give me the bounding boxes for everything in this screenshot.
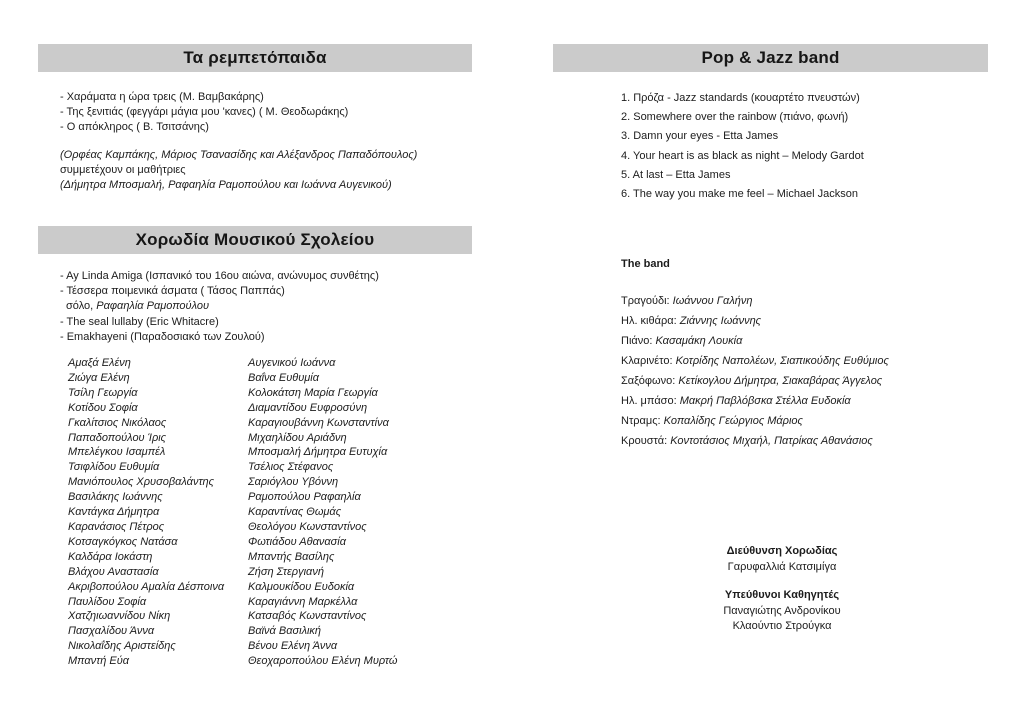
choir-member: Παπαδοπούλου Ίρις bbox=[68, 431, 167, 444]
choir-section-header bbox=[38, 226, 472, 254]
band-member-names: Κοτρίδης Ναπολέων, Σιαπικούδης Ευθύμιος bbox=[675, 355, 889, 367]
choir-member: Ραμοπούλου Ραφαηλία bbox=[248, 491, 361, 504]
choir-song-list bbox=[60, 269, 379, 345]
performers-line-3: (Δήμητρα Μποσμαλή, Ραφαηλία Ραμοπούλου και Ιωάννα Αυγενικού) bbox=[60, 179, 392, 192]
band-member-names: Ζιάννης Ιωάννης bbox=[679, 315, 762, 327]
band-role: Ντραμς: bbox=[621, 415, 661, 427]
band-member-names: Μακρή Παβλόβσκα Στέλλα Ευδοκία bbox=[679, 395, 851, 407]
choir-member: Ζήση Στεργιανή bbox=[248, 565, 324, 578]
choir-member: Καραγιάννη Μαρκέλλα bbox=[248, 595, 358, 608]
choir-member: Τσέλιος Στέφανος bbox=[248, 461, 334, 474]
rebetika-section-header bbox=[38, 44, 472, 72]
song-line: - Τέσσερα ποιμενικά άσματα ( Τάσος Παππάς) bbox=[60, 285, 285, 298]
choir-member: Αμαξά Ελένη bbox=[68, 357, 131, 369]
pop-jazz-title: Pop & Jazz band bbox=[701, 48, 840, 67]
choir-member: Βαΐνα Ευθυμία bbox=[248, 371, 320, 384]
band-role: Ηλ. κιθάρα: bbox=[621, 315, 677, 327]
choir-member: Αυγενικού Ιωάννα bbox=[248, 357, 336, 369]
solo-name: Ραφαηλία Ραμοπούλου bbox=[96, 300, 210, 313]
rebetika-title: Τα ρεμπετόπαιδα bbox=[183, 48, 327, 67]
song-line: - Ο απόκληρος ( Β. Τσιτσάνης) bbox=[60, 121, 209, 134]
choir-member: Μποσμαλή Δήμητρα Ευτυχία bbox=[248, 446, 388, 459]
right-page bbox=[553, 0, 988, 723]
band-role: Πιάνο: bbox=[621, 335, 653, 347]
song-line: - Ay Linda Amiga (Ισπανικό του 16ου αιώνα, ανώνυμος συνθέτης) bbox=[60, 270, 379, 282]
solo-note bbox=[60, 299, 379, 314]
band-member-names: Κοντοτάσιος Μιχαήλ, Πατρίκας Αθανάσιος bbox=[670, 435, 873, 447]
choir-member: Ζιώγα Ελένη bbox=[68, 371, 130, 384]
choir-member: Κατσαβός Κωνσταντίνος bbox=[248, 610, 367, 623]
choir-member: Θεολόγου Κωνσταντίνος bbox=[248, 520, 367, 533]
choir-member: Καλδάρα Ιοκάστη bbox=[68, 550, 153, 563]
choir-member: Βένου Ελένη Άννα bbox=[248, 640, 338, 653]
choir-member: Κοτσαγκόγκος Νατάσα bbox=[68, 535, 178, 548]
choir-songs-part1 bbox=[60, 269, 379, 299]
choir-member: Κοτίδου Σοφία bbox=[68, 401, 138, 414]
band-member-line bbox=[621, 291, 889, 311]
band-member-names: Κοπαλίδης Γεώργιος Μάριος bbox=[663, 415, 803, 427]
performers-line-1: (Ορφέας Καμπάκης, Μάριος Τσανασίδης και Αλέξανδρος Παπαδόπουλος) bbox=[60, 149, 418, 161]
band-member-line bbox=[621, 331, 889, 351]
choir-songs-part2 bbox=[60, 315, 379, 345]
setlist-item: 2. Somewhere over the rainbow (πιάνο, φωνή) bbox=[621, 111, 849, 124]
band-member-names: Ιωάννου Γαλήνη bbox=[672, 295, 753, 307]
choir-member: Μπαντή Εύα bbox=[68, 655, 130, 668]
teachers-label: Υπεύθυνοι Καθηγητές bbox=[724, 589, 840, 601]
setlist-item: 6. The way you make me feel – Michael Jackson bbox=[621, 188, 859, 201]
choir-members-column-1 bbox=[68, 356, 246, 669]
band-heading: The band bbox=[621, 258, 670, 270]
choir-member: Βασιλάκης Ιωάννης bbox=[68, 491, 163, 504]
teacher-name: Κλαούντιο Στρούγκα bbox=[732, 620, 832, 632]
choir-member: Βλάχου Αναστασία bbox=[68, 565, 159, 578]
choir-member: Πασχαλίδου Άννα bbox=[68, 625, 155, 638]
band-member-line bbox=[621, 351, 889, 371]
pop-jazz-section-header bbox=[553, 44, 988, 72]
band-role: Ηλ. μπάσο: bbox=[621, 395, 677, 407]
choir-member: Καλμουκίδου Ευδοκία bbox=[248, 580, 355, 593]
choir-member: Θεοχαροπούλου Ελένη Μυρτώ bbox=[248, 655, 398, 668]
choir-member: Μπαντής Βασίλης bbox=[248, 550, 335, 563]
choir-member: Τσίλη Γεωργία bbox=[68, 386, 138, 399]
setlist-item: 5. At last – Etta James bbox=[621, 168, 731, 181]
pop-jazz-setlist bbox=[621, 89, 864, 204]
choir-member: Μανιόπουλος Χρυσοβαλάντης bbox=[68, 476, 215, 489]
setlist-item: 4. Your heart is as black as night – Melody Gardot bbox=[621, 149, 864, 162]
band-member-list bbox=[621, 291, 889, 451]
performers-line-2: συμμετέχουν οι μαθήτριες bbox=[60, 164, 186, 177]
choir-member: Χατζηιωαννίδου Νίκη bbox=[68, 610, 171, 623]
song-line: - Emakhayeni (Παραδοσιακό των Ζουλού) bbox=[60, 330, 265, 343]
choir-member: Ακριβοπούλου Αμαλία Δέσποινα bbox=[68, 580, 225, 593]
choir-member: Καραγιουβάννη Κωνσταντίνα bbox=[248, 416, 389, 429]
left-page bbox=[38, 0, 472, 723]
teacher-name: Παναγιώτης Ανδρονίκου bbox=[723, 604, 841, 617]
setlist-item: 3. Damn your eyes - Etta James bbox=[621, 130, 779, 143]
choir-direction-label: Διεύθυνση Χορωδίας bbox=[726, 545, 838, 557]
band-member-line bbox=[621, 391, 889, 411]
rebetika-performers-note bbox=[60, 148, 417, 194]
choir-member: Κολοκάτση Μαρία Γεωργία bbox=[248, 386, 378, 399]
choir-member: Τσιφλίδου Ευθυμία bbox=[68, 461, 160, 474]
song-line: - The seal lullaby (Eric Whitacre) bbox=[60, 315, 219, 328]
choir-member: Μιχαηλίδου Αριάδνη bbox=[248, 431, 347, 444]
band-member-line bbox=[621, 431, 889, 451]
band-member-line bbox=[621, 411, 889, 431]
band-role: Κλαρινέτο: bbox=[621, 355, 673, 367]
choir-member: Καρανάσιος Πέτρος bbox=[68, 520, 165, 533]
choir-member: Γκαλίτσιος Νικόλαος bbox=[68, 416, 167, 429]
song-line: - Χαράματα η ώρα τρεις (Μ. Βαμβακάρης) bbox=[60, 91, 264, 103]
choir-direction-name: Γαρυφαλλιά Κατσιμίγα bbox=[727, 560, 837, 573]
choir-member: Καραντίνας Θωμάς bbox=[248, 506, 342, 519]
band-member-names: Κασαμάκη Λουκία bbox=[655, 335, 743, 347]
choir-member: Διαμαντίδου Ευφροσύνη bbox=[248, 401, 368, 414]
rebetika-song-list bbox=[60, 90, 348, 136]
band-role: Κρουστά: bbox=[621, 435, 668, 447]
band-role: Τραγούδι: bbox=[621, 295, 670, 307]
setlist-item: 1. Πρόζα - Jazz standards (κουαρτέτο πνευστών) bbox=[621, 92, 860, 104]
choir-member: Βαϊνά Βασιλική bbox=[248, 625, 322, 638]
credits-block bbox=[649, 544, 915, 635]
choir-member: Φωτιάδου Αθανασία bbox=[248, 535, 346, 548]
choir-member: Παυλίδου Σοφία bbox=[68, 595, 147, 608]
solo-prefix: σόλο, bbox=[66, 300, 97, 313]
choir-members-column-2 bbox=[248, 356, 448, 669]
band-member-line bbox=[621, 371, 889, 391]
choir-member: Σαριόγλου Υβόννη bbox=[248, 476, 339, 489]
choir-title: Χορωδία Μουσικού Σχολείου bbox=[135, 230, 375, 249]
band-role: Σαξόφωνο: bbox=[621, 375, 676, 387]
teachers-list bbox=[649, 604, 915, 635]
choir-member: Καντάγκα Δήμητρα bbox=[68, 506, 160, 519]
band-member-names: Κετίκογλου Δήμητρα, Σιακαβάρας Άγγελος bbox=[678, 375, 883, 387]
band-member-line bbox=[621, 311, 889, 331]
song-line: - Της ξενιτιάς (φεγγάρι μάγια μου 'κανες) ( Μ. Θεοδωράκης) bbox=[60, 106, 349, 119]
choir-member: Μπελέγκου Ισαμπέλ bbox=[68, 446, 166, 459]
choir-member: Νικολαΐδης Αριστείδης bbox=[68, 640, 176, 653]
